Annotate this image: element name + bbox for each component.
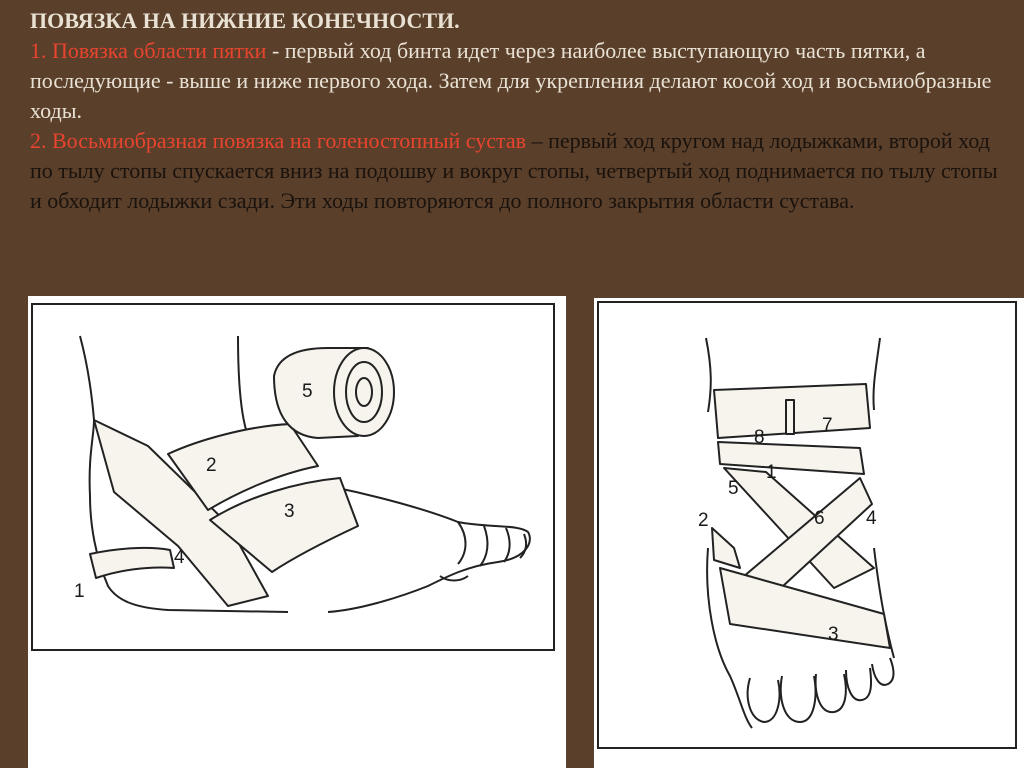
text-block bbox=[30, 6, 1005, 216]
heel-bandage-drawing bbox=[28, 296, 566, 768]
safety-pin bbox=[786, 400, 794, 434]
item-heel-text: - первый ход бинта идет через наиболее выступающую часть пятки, а последующие - выше и ниже первого хода. Затем для укрепления делают косой ход и восьмиобразные ходы. bbox=[30, 38, 992, 123]
label-3: 3 bbox=[284, 501, 295, 522]
label-5: 5 bbox=[728, 478, 739, 499]
label-7: 7 bbox=[822, 415, 833, 436]
heel-bandage-illustration bbox=[28, 296, 566, 768]
item-heel-heading: 1. Повязка области пятки bbox=[30, 38, 267, 63]
item-heel-bandage bbox=[30, 36, 1005, 126]
label-4: 4 bbox=[174, 547, 185, 568]
label-6: 6 bbox=[814, 508, 825, 529]
label-3: 3 bbox=[828, 624, 839, 645]
item-ankle-bandage bbox=[30, 126, 1005, 216]
slide-title: ПОВЯЗКА НА НИЖНИЕ КОНЕЧНОСТИ. bbox=[30, 8, 460, 33]
label-5: 5 bbox=[302, 381, 313, 402]
ankle-bandage-drawing bbox=[594, 298, 1024, 768]
label-2: 2 bbox=[206, 455, 217, 476]
label-4: 4 bbox=[866, 508, 877, 529]
label-2: 2 bbox=[698, 510, 709, 531]
label-1: 1 bbox=[74, 581, 85, 602]
ankle-bandage-illustration bbox=[594, 298, 1024, 768]
label-8: 8 bbox=[754, 427, 765, 448]
item-ankle-text: – первый ход кругом над лодыжками, второй ход по тылу стопы спускается вниз на подошву и вокруг стопы, четвертый ход поднимается по тылу стопы и обходит лодыжки сзади. Эти ходы повторяются до полного закрытия области сустава. bbox=[30, 128, 998, 213]
item-ankle-heading: 2. Восьмиобразная повязка на голеностопный сустав bbox=[30, 128, 527, 153]
label-1: 1 bbox=[766, 462, 777, 483]
